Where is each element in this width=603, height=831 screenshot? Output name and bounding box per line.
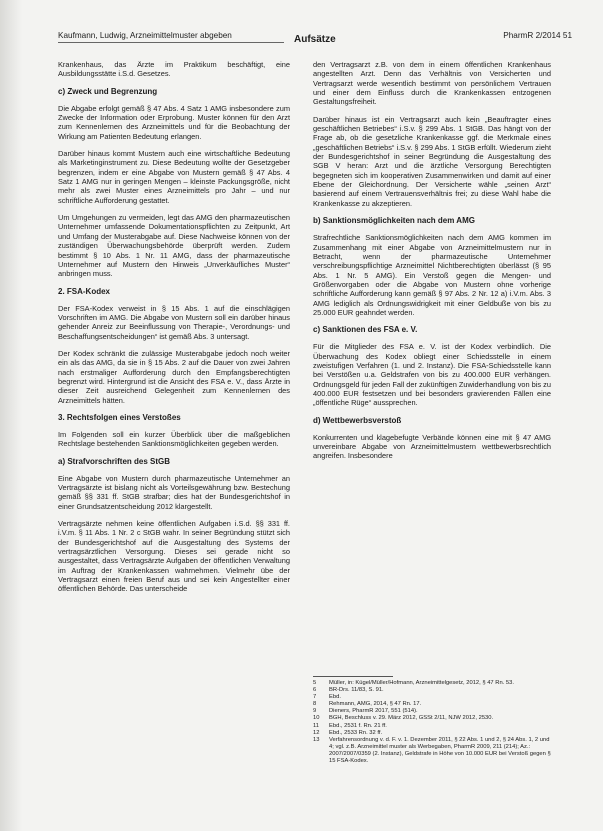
footnote-number: 7 <box>313 694 317 701</box>
paragraph: Um Umgehungen zu vermeiden, legt das AMG den pharmazeutischen Unternehmer umfassende Dokumentationspflichten zu Zeitpunkt, Art und Umfang der Musterabgabe auf. Diese Nachweise können von der zuständigen Überwachungsbehörde überprüft werden. Zudem bestimmt § 10 Abs. 1 Nr. 11 AMG, dass der pharmazeutische Unternehmer auf Mustern den Hinweis „Unverkäufliches Muster“ anbringen muss. <box>58 213 290 279</box>
footnote-text: Ebd. <box>329 694 341 701</box>
footnote-number: 13 <box>313 736 320 743</box>
paragraph: Der Kodex schränkt die zulässige Musterabgabe jedoch noch weiter ein als das AMG, da sie in § 15 Abs. 2 auf die Dauer von zwei Jahren nach erstmaliger Aufforderung durch den Empfangsberechtigten begrenzt wird. Hintergrund ist die Ansicht des FSA e. V., dass Ärzte in dieser Zeit ausreichend Gelegenheit zum Kennenlernen des Arzneimittels hätten. <box>58 348 290 405</box>
paragraph: den Vertragsarzt z.B. von dem in einem öffentlichen Krankenhaus angestellten Arzt. Denn das Verhältnis von Versicherten und Vertragsarzt werde wesentlich bestimmt von persönlichem Vertrauen und einer dem Einfluss durch die Krankenkassen entzogenen Gestaltungsfreiheit. <box>313 60 551 107</box>
footnote <box>313 687 551 694</box>
section-heading: 3. Rechtsfolgen eines Verstoßes <box>58 412 181 422</box>
footnote <box>313 737 551 765</box>
footnote <box>313 708 551 715</box>
footnote <box>313 715 551 722</box>
section-tag: Aufsätze <box>294 34 336 45</box>
left-column <box>58 60 290 602</box>
paragraph: Für die Mitglieder des FSA e. V. ist der Kodex verbindlich. Die Überwachung des Kodex obliegt einer Schiedsstelle in einem zweistufigen Verfahren (1. und 2. Instanz). Die FSA-Schiedsstelle kann bei Verstößen u.a. Geldstrafen von bis zu 400.000 EUR verhängen. Ordnungsgeld für jeden Fall der zukünftigen Zuwiderhandlung von bis zu 400.000 EUR festsetzen und bei besonders gravierenden Fällen eine „öffentliche Rüge“ aussprechen. <box>313 342 551 408</box>
footnote <box>313 723 551 730</box>
footnote-number: 9 <box>313 708 317 715</box>
footnote-number: 8 <box>313 701 317 708</box>
paragraph: Vertragsärzte nehmen keine öffentlichen Aufgaben i.S.d. §§ 331 ff. i.V.m. § 11 Abs. 1 Nr. 2 c StGB wahr. In seiner Begründung stützt sich der Bundesgerichtshof auf die Ausgestaltung des Systems der vertragsärztlichen Versorgung. Dieses sei gerade nicht so ausgestaltet, dass Vertragsärzte Aufgaben der öffentlichen Verwaltung im Auftrag der Krankenkassen wahrnehmen. Vielmehr übe der Vertragsarzt einen freien Beruf aus und sei kein Angestellter einer öffentlichen Behörde. Das unterscheide <box>58 519 290 594</box>
page-header <box>58 27 572 49</box>
footnote-text: Rehmann, AMG, 2014, § 47 Rn. 17. <box>329 701 422 708</box>
paragraph: Darüber hinaus ist ein Vertragsarzt auch kein „Beauftragter eines geschäftlichen Betriebes“ i.S.v. § 299 Abs. 1 StGB. Das hängt von der Frage ab, ob die gesetzliche Krankenkasse ggf. die Merkmale eines „geschäftlichen Betriebs“ i.S.v. § 299 Abs. 1 StGB erfüllt. Wiederum zieht der Bundesgerichtshof in seiner Begründung die Ausgestaltung des SGB V heran: Arzt und die ärztliche Versorgung Berechtigten begegneten sich im kooperativen Zusammenwirken und damit auf einer Ebene der Gleichordnung. Der Versicherte wähle „seinen Arzt“ basierend auf einem Vertrauensverhältnis frei; zu diese Wahl habe die Krankenkasse zu akzeptieren. <box>313 114 551 208</box>
paragraph: Im Folgenden soll ein kurzer Überblick über die maßgeblichen Rechtslage bestehenden Sanktionsmöglichkeiten gegeben werden. <box>58 429 290 449</box>
footnote <box>313 680 551 687</box>
journal-page-number: PharmR 2/2014 51 <box>503 31 572 40</box>
footnote <box>313 694 551 701</box>
footnote-number: 5 <box>313 680 317 686</box>
paragraph: Strafrechtliche Sanktionsmöglichkeiten nach dem AMG kommen im Zusammenhang mit einer Abgabe von Arzneimittelmustern nur in Betracht, wenn der pharmazeutische Unternehmer verschreibungspflichtige Arzneimittel Nichtberechtigten überlässt (§ 95 Abs. 1 Nr. 5 AMG). Ein Verstoß gegen die Mengen- und Größenvorgaben oder die Abgabe von Mustern ohne vorherige schriftliche Aufforderung kann gemäß § 97 Abs. 2 Nr. 12 a) i.V.m. Abs. 3 AMG lediglich als Ordnungswidrigkeit mit einer Geldbuße von bis zu 25.000 EUR geahndet werden. <box>313 233 551 317</box>
footnote-number: 6 <box>313 687 317 694</box>
footnote-text: Dieners, PharmR 2017, 551 (514). <box>329 708 418 715</box>
footnote-list <box>313 680 551 765</box>
paragraph: Die Abgabe erfolgt gemäß § 47 Abs. 4 Satz 1 AMG insbesondere zum Zwecke der Information oder Erprobung. Muster können für den Arzt zum Kennenlernen des Arzneimittels und für die Beobachtung der Wirkung am Patienten Bedeutung erlangen. <box>58 103 290 141</box>
header-rule <box>58 42 284 43</box>
footnote-number: 11 <box>313 722 320 729</box>
section-heading: b) Sanktionsmöglichkeiten nach dem AMG <box>313 216 475 226</box>
footnote-number: 12 <box>313 729 320 736</box>
footnote-text: BGH, Beschluss v. 29. März 2012, GSSt 2/11, NJW 2012, 2530. <box>329 715 494 722</box>
paragraph: Der FSA-Kodex verweist in § 15 Abs. 1 auf die einschlägigen Vorschriften im AMG. Die Abgabe von Mustern soll ein darüber hinaus gehender Anreiz zur Beeinflussung von Therapie-, Verordnungs- und Beschaffungsentscheidungen“ ist gemäß Abs. 3 untersagt. <box>58 303 290 341</box>
section-heading: 2. FSA-Kodex <box>58 286 111 296</box>
footnote-number: 10 <box>313 715 320 722</box>
paragraph: Konkurrenten und klagebefugte Verbände können eine mit § 47 AMG unvereinbare Abgabe von Arzneimittelmustern wettbewerbsrechtlich angreifen. Insbesondere <box>313 432 551 461</box>
scan-edge-shadow <box>0 0 22 831</box>
section-heading: c) Sanktionen des FSA e. V. <box>313 325 418 335</box>
section-heading: a) Strafvorschriften des StGB <box>58 456 171 466</box>
paragraph: Eine Abgabe von Mustern durch pharmazeutische Unternehmer an Vertragsärzte ist bislang nicht als Vorteilsgewährung bzw. Bestechung gemäß §§ 331 ff. StGB strafbar; dies hat der Bundesgerichtshof in einer Grundsatzentscheidung 2012 klargestellt. <box>58 473 290 511</box>
footnote <box>313 730 551 737</box>
footnote-text: Müller, in: Kügel/Müller/Hofmann, Arzneimittelgesetz, 2012, § 47 Rn. 53. <box>329 680 514 686</box>
right-column <box>313 60 551 469</box>
footnote <box>313 701 551 708</box>
paragraph: Darüber hinaus kommt Mustern auch eine wirtschaftliche Bedeutung als Marketinginstrument zu. Diese Bedeutung wollte der Gesetzgeber begrenzen, indem er eine Abgabe von Mustern gemäß § 47 Abs. 4 Satz 1 AMG nur in geringen Mengen – kleinste Packungsgröße, nicht mehr als zwei Muster eines Arzneimittels pro Jahr – und nur schriftliche Aufforderung gestattet. <box>58 149 290 205</box>
footnote-text: Ebd., 2531 f. Rn. 21 ff. <box>329 722 387 729</box>
footnote-text: Verfahrensordnung v. d. F. v. 1. Dezember 2011, § 22 Abs. 1 und 2, § 24 Abs. 1, 2 und 4; vgl. z.B. Arzneimittel muster als Werbegaben, PharmR 2009, 211 (214); Az.: 2007/2007/0359 (2. Instanz), Geldstrafe in Höhe von 10.000 EUR bei Verstoß gegen § 15 FSA-Kodex. <box>329 736 551 765</box>
footnotes <box>313 676 551 765</box>
section-heading: d) Wettbewerbsverstoß <box>313 415 402 425</box>
footnote-text: Ebd., 2533 Rn. 32 ff. <box>329 729 383 736</box>
running-head-left: Kaufmann, Ludwig, Arzneimittelmuster abgeben <box>58 31 232 40</box>
footnote-text: BR-Drs. 11/83, S. 91. <box>329 687 384 694</box>
footnote-rule <box>313 676 393 677</box>
paragraph: Krankenhaus, das Ärzte im Praktikum beschäftigt, eine Ausbildungsstätte i.S.d. Gesetzes. <box>58 60 290 79</box>
section-heading: c) Zweck und Begrenzung <box>58 86 158 96</box>
